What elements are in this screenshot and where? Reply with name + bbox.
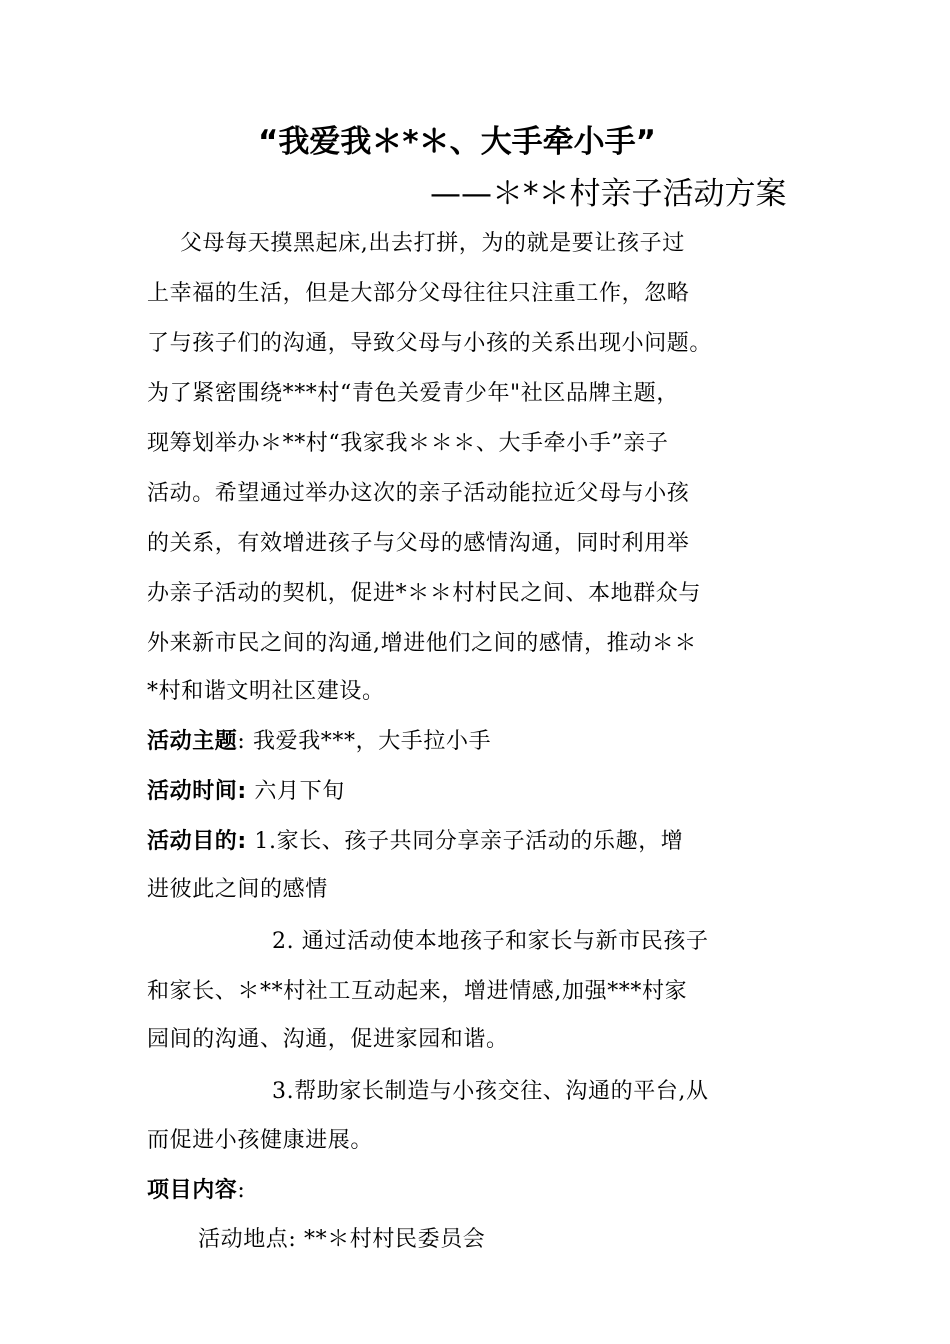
theme-row xyxy=(147,727,491,757)
document-subtitle: ——＊*＊村亲子活动方案 xyxy=(430,176,787,212)
purpose-row xyxy=(147,827,683,857)
intro-line: 上幸福的生活，但是大部分父母往往只注重工作，忽略 xyxy=(147,281,690,306)
theme-label: 活动主题 xyxy=(147,729,238,754)
project-label: 项目内容 xyxy=(147,1178,238,1203)
intro-line: 父母每天摸黑起床,出去打拼，为的就是要让孩子过 xyxy=(180,231,685,256)
purpose-label: 活动目的: xyxy=(147,829,247,854)
purpose-item-2-cont: 园间的沟通、沟通，促进家园和谐。 xyxy=(147,1027,509,1052)
purpose-item-2: 2. 通过活动使本地孩子和家长与新市民孩子 xyxy=(272,929,709,954)
intro-line: 的关系，有效增进孩子与父母的感情沟通，同时利用举 xyxy=(147,531,690,556)
intro-line: 外来新市民之间的沟通,增进他们之间的感情，推动＊＊ xyxy=(147,631,697,656)
intro-line: 了与孩子们的沟通，导致父母与小孩的关系出现小问题。 xyxy=(147,331,713,356)
time-row xyxy=(147,777,345,807)
project-colon: : xyxy=(237,1178,246,1203)
time-label: 活动时间: xyxy=(147,779,247,804)
purpose-item-3: 3.帮助家长制造与小孩交往、沟通的平台,从 xyxy=(272,1079,709,1104)
purpose-item-1: 1.家长、孩子共同分享亲子活动的乐趣，增 xyxy=(246,829,684,854)
purpose-item-3-cont: 而促进小孩健康进展。 xyxy=(147,1128,374,1153)
document-title: “我爱我＊*＊、大手牵小手” xyxy=(258,124,656,160)
time-value: 六月下旬 xyxy=(246,779,345,804)
location-line: 活动地点: **＊村村民委员会 xyxy=(198,1227,486,1252)
purpose-item-2-cont: 和家长、＊**村社工互动起来，增进情感,加强***村家 xyxy=(147,979,688,1004)
theme-value: : 我爱我***，大手拉小手 xyxy=(237,729,492,754)
project-row xyxy=(147,1176,245,1206)
intro-line: 为了紧密围绕***村“青色关爱青少年"社区品牌主题， xyxy=(147,381,679,406)
intro-line: *村和谐文明社区建设。 xyxy=(147,679,385,704)
intro-line: 活动。希望通过举办这次的亲子活动能拉近父母与小孩 xyxy=(147,481,690,506)
purpose-item-1-cont: 进彼此之间的感情 xyxy=(147,877,328,902)
intro-line: 办亲子活动的契机，促进*＊＊村村民之间、本地群众与 xyxy=(147,581,702,606)
intro-line: 现筹划举办＊**村“我家我＊＊＊、大手牵小手”亲子 xyxy=(147,431,669,456)
